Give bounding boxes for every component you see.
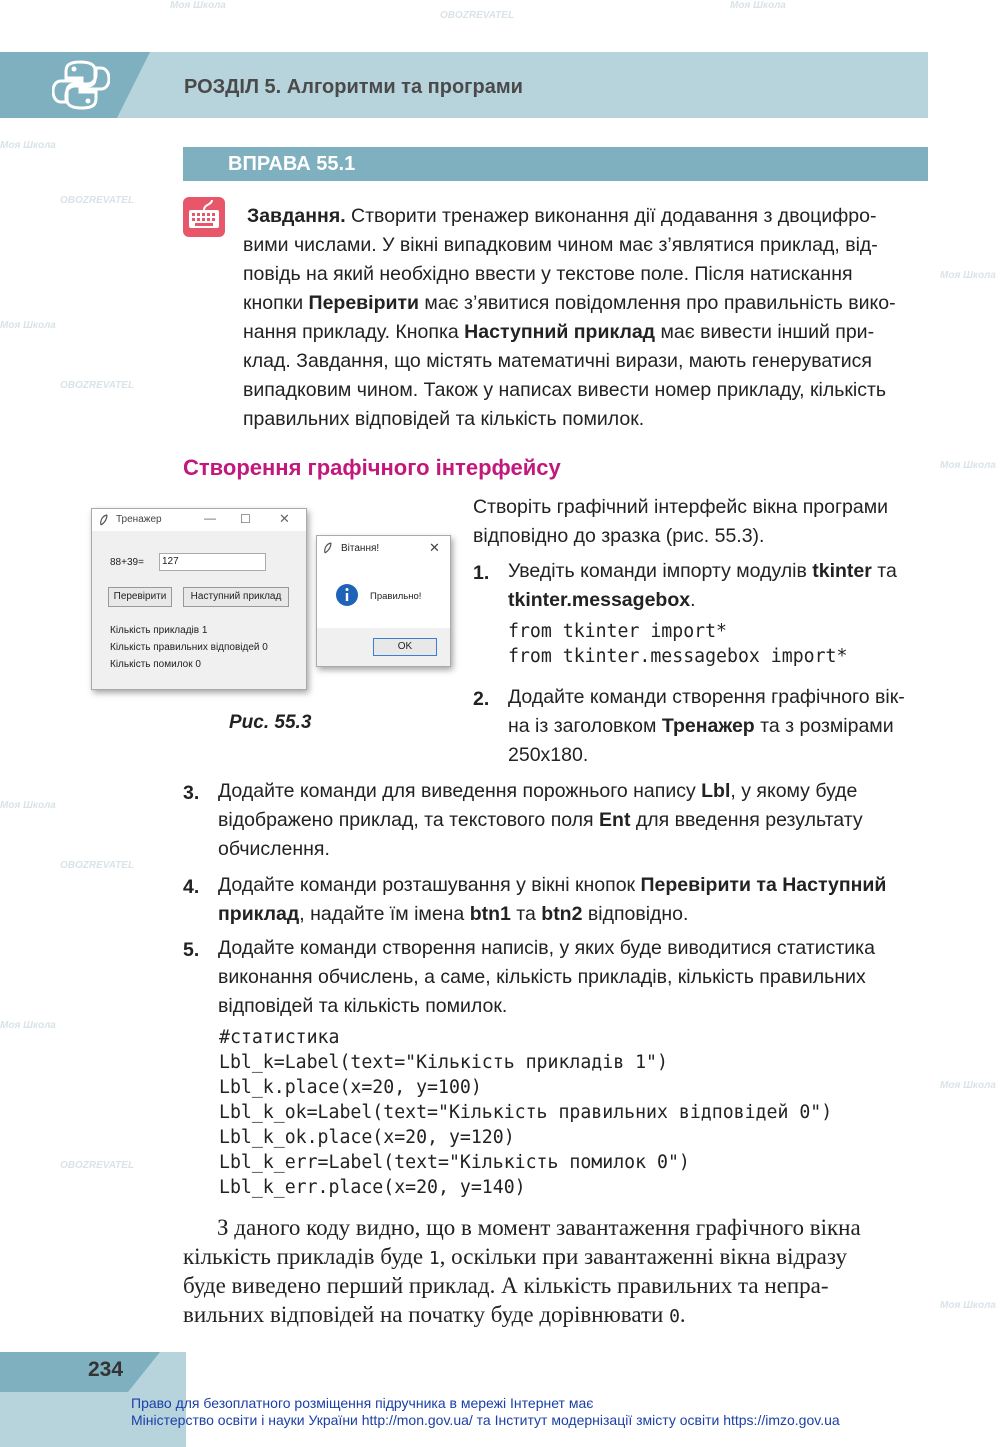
- conclusion-line: вильних відповідей на початку буде дорівнювати 0.: [183, 1302, 686, 1327]
- step-number: 4.: [183, 876, 200, 898]
- import-code-line: from tkinter.messagebox import*: [508, 646, 848, 667]
- example-label: 88+39=: [110, 557, 144, 568]
- step-number: 2.: [473, 688, 490, 710]
- stat-correct: Кількість правильних відповідей 0: [110, 642, 268, 653]
- step-5-line: виконання обчислень, а саме, кількість прикладів, кількість правильних: [218, 966, 866, 988]
- next-example-button: Наступний приклад: [183, 587, 289, 607]
- close-icon: ✕: [429, 540, 440, 555]
- watermark: Моя Школа: [0, 140, 56, 151]
- step-5-line: відповідей та кількість помилок.: [218, 995, 508, 1017]
- watermark: OBOZREVATEL: [60, 860, 135, 871]
- watermark: OBOZREVATEL: [440, 10, 515, 21]
- step-number: 5.: [183, 939, 200, 961]
- info-icon: [335, 583, 359, 607]
- feather-icon: [99, 514, 109, 526]
- watermark: Моя Школа: [940, 460, 996, 471]
- watermark: Моя Школа: [0, 800, 56, 811]
- figure-caption: Рис. 55.3: [229, 712, 312, 733]
- answer-entry-value: 127: [162, 556, 179, 567]
- step-number: 1.: [473, 562, 490, 584]
- legal-line: Право для безоплатного розміщення підручника в мережі Інтернет має: [131, 1395, 594, 1411]
- chapter-title: РОЗДІЛ 5. Алгоритми та програми: [184, 76, 523, 98]
- code-line: #статистика: [219, 1027, 340, 1048]
- step-2-line: Додайте команди створення графічного вік-: [508, 686, 905, 708]
- step-3-line: відображено приклад, та текстового поля Ent для введення результату: [218, 809, 863, 831]
- exercise-title: ВПРАВА 55.1: [228, 153, 356, 175]
- minimize-icon: —: [204, 511, 216, 525]
- close-icon: ✕: [279, 511, 290, 526]
- trainer-window-figure: [91, 508, 307, 690]
- window-title: Тренажер: [116, 514, 162, 525]
- task-line: випадковим чином. Також у написах вивести номер прикладу, кількість: [243, 379, 887, 401]
- intro-line: Створіть графічний інтерфейс вікна програми: [473, 496, 889, 518]
- legal-notice: [131, 1395, 840, 1429]
- step-number: 3.: [183, 782, 200, 804]
- code-line: Lbl_k_ok=Label(text="Кількість правильних відповідей 0"): [219, 1102, 833, 1123]
- feather-icon: [323, 542, 333, 554]
- dialog-message: Правильно!: [370, 591, 422, 602]
- watermark: OBOZREVATEL: [60, 195, 135, 206]
- step-2-line: 250x180.: [508, 744, 589, 766]
- window-titlebar: [92, 509, 306, 531]
- check-button: Перевірити: [108, 587, 172, 607]
- intro-line: відповідно до зразка (рис. 55.3).: [473, 525, 765, 547]
- watermark: Моя Школа: [0, 320, 56, 331]
- task-line: вими числами. У вікні випадковим чином має з’являтися приклад, від-: [243, 234, 878, 256]
- maximize-icon: ☐: [240, 512, 251, 526]
- task-line: кнопки Перевірити має з’явитися повідомлення про правильність вико-: [243, 292, 896, 314]
- watermark: Моя Школа: [940, 1300, 996, 1311]
- step-1-line: Уведіть команди імпорту модулів tkinter та: [508, 560, 897, 582]
- step-3-line: обчислення.: [218, 838, 330, 860]
- conclusion-line: З даного коду видно, що в момент завантаження графічного вікна: [217, 1215, 861, 1240]
- success-dialog-figure: [316, 535, 451, 667]
- code-line: Lbl_k_err.place(x=20, y=140): [219, 1177, 526, 1198]
- step-1-line: tkinter.messagebox.: [508, 589, 696, 611]
- code-line: Lbl_k.place(x=20, y=100): [219, 1077, 482, 1098]
- watermark: Моя Школа: [170, 0, 226, 11]
- watermark: Моя Школа: [730, 0, 786, 11]
- dialog-title: Вітання!: [341, 543, 380, 554]
- watermark: Моя Школа: [0, 1020, 56, 1031]
- watermark: Моя Школа: [940, 270, 996, 281]
- watermark: OBOZREVATEL: [60, 380, 135, 391]
- keyboard-task-icon: [182, 196, 226, 238]
- step-4-line: приклад, надайте їм імена btn1 та btn2 відповідно.: [218, 903, 689, 925]
- stat-examples: Кількість прикладів 1: [110, 625, 208, 636]
- python-logo-icon: [52, 58, 110, 112]
- section-title: Створення графічного інтерфейсу: [183, 455, 561, 480]
- step-2-line: на із заголовком Тренажер та з розмірами: [508, 715, 894, 737]
- watermark: Моя Школа: [940, 1080, 996, 1091]
- import-code-line: from tkinter import*: [508, 621, 727, 642]
- step-4-line: Додайте команди розташування у вікні кнопок Перевірити та Наступний: [218, 874, 887, 896]
- conclusion-line: буде виведено перший приклад. А кількість правильних та непра-: [183, 1273, 829, 1298]
- ok-button: OK: [373, 638, 437, 656]
- code-line: Lbl_k=Label(text="Кількість прикладів 1"): [219, 1052, 668, 1073]
- watermark: OBOZREVATEL: [60, 1160, 135, 1171]
- task-line: правильних відповідей та кількість помилок.: [243, 408, 645, 430]
- step-3-line: Додайте команди для виведення порожнього напису Lbl, у якому буде: [218, 780, 858, 802]
- task-line: Завдання. Створити тренажер виконання дії додавання з двоцифро-: [247, 205, 877, 227]
- code-line: Lbl_k_ok.place(x=20, y=120): [219, 1127, 515, 1148]
- task-line: повідь на який необхідно ввести у текстове поле. Після натискання: [243, 263, 853, 285]
- stat-errors: Кількість помилок 0: [110, 659, 201, 670]
- conclusion-line: кількість прикладів буде 1, оскільки при завантаженні вікна відразу: [183, 1244, 847, 1269]
- step-5-line: Додайте команди створення написів, у яких буде виводитися статистика: [218, 937, 875, 959]
- answer-entry: [159, 553, 266, 571]
- legal-line: Міністерство освіти і науки України http://mon.gov.ua/ та Інститут модернізації змісту освіти https://imzo.gov.ua: [131, 1412, 840, 1428]
- task-line: клад. Завдання, що містять математичні вирази, мають генеруватися: [243, 350, 872, 372]
- task-line: нання прикладу. Кнопка Наступний приклад має вивести інший при-: [243, 321, 875, 343]
- code-line: Lbl_k_err=Label(text="Кількість помилок 0"): [219, 1152, 690, 1173]
- page-number: 234: [88, 1358, 124, 1381]
